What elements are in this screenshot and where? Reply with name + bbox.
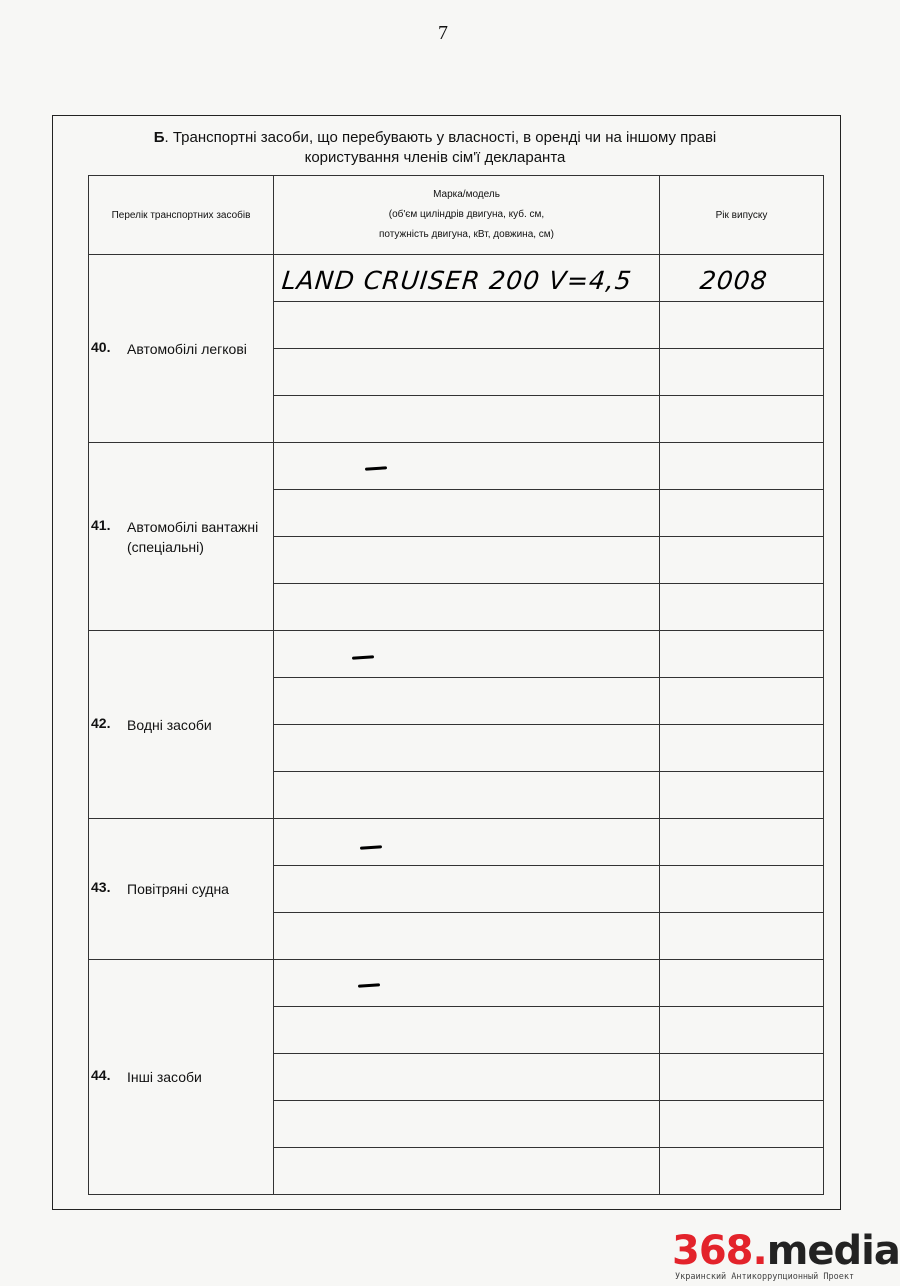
page-number: 7 [438, 22, 448, 44]
model-cell[interactable] [274, 678, 660, 725]
year-cell[interactable] [660, 1101, 824, 1148]
header-model-detail-1: (об'єм циліндрів двигуна, куб. см, [388, 209, 545, 220]
category-label: Автомобілі вантажні (спеціальні) [127, 518, 259, 555]
year-cell[interactable] [660, 537, 824, 584]
watermark-brand-dot: . [752, 1228, 767, 1274]
model-cell[interactable] [274, 1007, 660, 1054]
category-cars [89, 255, 274, 443]
model-cell[interactable] [274, 866, 660, 913]
handwritten-year-entry: 2008 [698, 266, 770, 295]
section-title [100, 128, 770, 168]
category-number: 41. [91, 516, 111, 533]
year-cell[interactable] [660, 960, 824, 1007]
model-cell[interactable] [274, 631, 660, 678]
model-cell[interactable] [274, 960, 660, 1007]
table-row [89, 819, 824, 866]
section-title-line2: користування членів сім'ї декларанта [304, 149, 566, 166]
table-row [89, 960, 824, 1007]
model-cell[interactable] [274, 913, 660, 960]
category-aircraft [89, 819, 274, 960]
year-cell[interactable] [660, 866, 824, 913]
year-cell[interactable] [660, 490, 824, 537]
year-cell[interactable] [660, 725, 824, 772]
watermark-brand-word: media [766, 1228, 900, 1274]
watermark-brand-number: 368 [672, 1228, 753, 1274]
watermark-logo [672, 1228, 900, 1274]
header-model-detail-2: потужність двигуна, кВт, довжина, см) [378, 229, 555, 240]
category-label: Повітряні судна [127, 881, 229, 897]
model-cell[interactable] [274, 349, 660, 396]
year-cell[interactable] [660, 819, 824, 866]
table-row [89, 631, 824, 678]
model-cell[interactable] [274, 490, 660, 537]
model-cell[interactable] [274, 537, 660, 584]
category-number: 44. [91, 1067, 111, 1083]
year-cell[interactable] [660, 396, 824, 443]
table-row [89, 443, 824, 490]
model-cell[interactable] [274, 1101, 660, 1148]
year-cell[interactable] [660, 1007, 824, 1054]
model-cell[interactable] [274, 1054, 660, 1101]
category-water [89, 631, 274, 819]
category-number: 42. [91, 714, 111, 731]
year-cell[interactable] [660, 678, 824, 725]
section-letter: Б [153, 129, 165, 146]
model-cell[interactable] [274, 396, 660, 443]
year-cell[interactable] [660, 1148, 824, 1195]
model-cell[interactable] [274, 772, 660, 819]
year-cell[interactable] [660, 443, 824, 490]
vehicles-table [88, 175, 824, 1195]
category-number: 43. [91, 879, 111, 895]
model-cell[interactable] [274, 819, 660, 866]
category-label: Автомобілі легкові [127, 340, 247, 357]
category-label: Інші засоби [127, 1069, 202, 1085]
year-cell[interactable] [660, 584, 824, 631]
year-cell[interactable] [660, 772, 824, 819]
category-label: Водні засоби [127, 716, 212, 733]
year-cell[interactable] [660, 913, 824, 960]
category-other [89, 960, 274, 1195]
year-cell[interactable] [660, 302, 824, 349]
header-vehicle-list: Перелік транспортних засобів [89, 176, 274, 255]
handwritten-model-entry: LAND CRUISER 200 V=4,5 [280, 266, 634, 295]
section-title-line1: . Транспортні засоби, що перебувають у власності, в оренді чи на іншому праві [164, 129, 717, 146]
year-cell[interactable] [660, 631, 824, 678]
category-number: 40. [91, 338, 111, 355]
header-model-title: Марка/модель [433, 189, 500, 200]
year-cell[interactable] [660, 1054, 824, 1101]
header-model [274, 176, 660, 255]
model-cell[interactable] [274, 302, 660, 349]
model-cell[interactable] [274, 443, 660, 490]
watermark-subtitle: Украинский Антикоррупционный Проект [675, 1272, 855, 1282]
category-trucks [89, 443, 274, 631]
table-header-row [89, 176, 824, 255]
year-cell[interactable] [660, 349, 824, 396]
model-cell[interactable] [274, 725, 660, 772]
model-cell[interactable] [274, 1148, 660, 1195]
header-year: Рік випуску [660, 176, 824, 255]
model-cell[interactable] [274, 584, 660, 631]
